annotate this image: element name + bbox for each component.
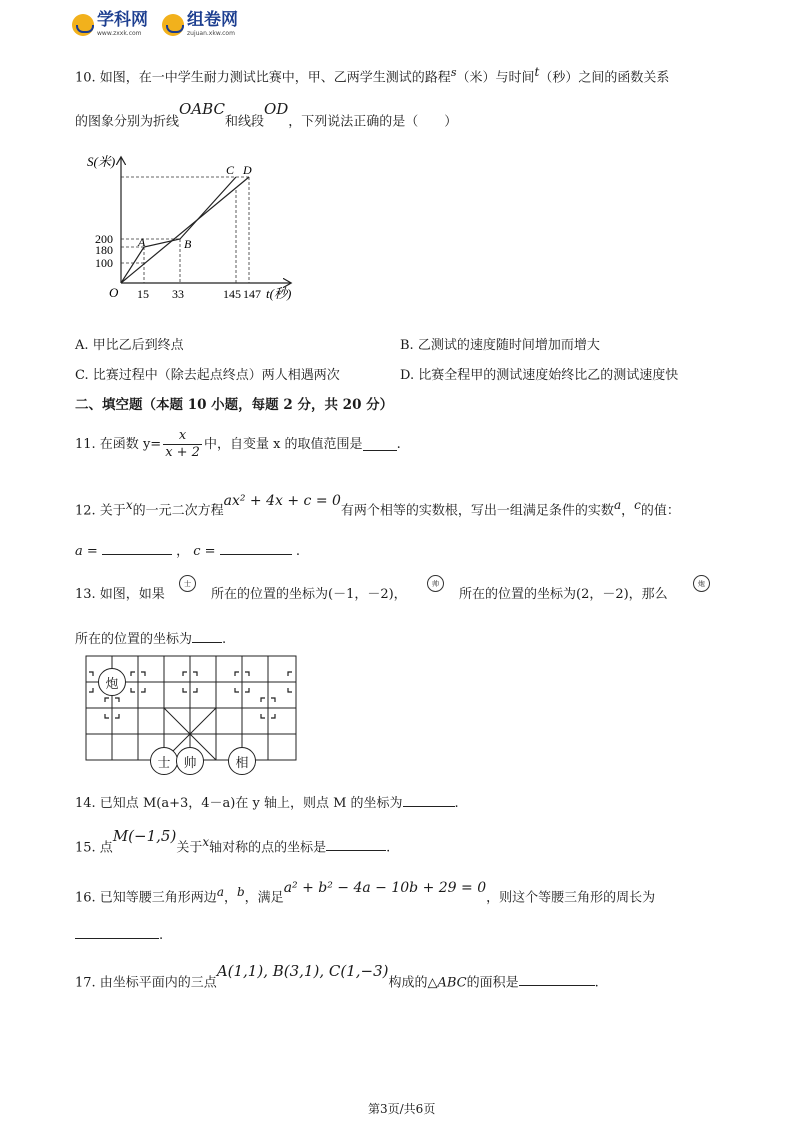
q10-graph bbox=[80, 150, 310, 310]
q16-line2: . bbox=[75, 926, 163, 942]
piece-shi-icon: 士 bbox=[179, 575, 196, 592]
y-tick: 100 bbox=[95, 256, 113, 270]
q10-option-c: C. 比赛过程中（除去起点终点）两人相遇两次 bbox=[75, 368, 340, 383]
q17: 17. 由坐标平面内的三点$^{A(1,1), B(3,1), C(1,-3)}$构成的△ABC的面积是 . bbox=[75, 962, 599, 991]
logo-name: 学科网 bbox=[97, 10, 148, 30]
q13-line2: 所在的位置的坐标为 . bbox=[75, 632, 227, 647]
smile-logo-icon bbox=[162, 14, 184, 36]
graph-origin: O bbox=[109, 285, 119, 300]
q10-line2: 的图象分别为折线$^{OABC}$和线段$^{OD}$，下列说法正确的是（ ） bbox=[75, 100, 458, 130]
q13-line1-mid: 所在的位置的坐标为(－1，－2)， bbox=[211, 587, 407, 602]
q10-option-b: B. 乙测试的速度随时间增加而增大 bbox=[400, 338, 600, 353]
q15: 15. 点$^{M(-1,5)}$关于$^x$轴对称的点的坐标是 . bbox=[75, 827, 391, 856]
q13-line1: 13. 如图，如果 bbox=[75, 587, 165, 602]
segment-od bbox=[121, 177, 249, 283]
zxxk-logo bbox=[72, 12, 148, 37]
q12-line1: 12. 关于$^x$的一元二次方程$^{ax^2 + 4x + c = 0}$有两个相等的实数根，写出一组满足条件的实数$^a$，$^c$的值： bbox=[75, 493, 680, 519]
graph-xlabel: t(秒) bbox=[266, 286, 292, 301]
point-label-b: B bbox=[184, 237, 192, 251]
logo-url: www.zxxk.com bbox=[97, 30, 142, 37]
board-piece-pao: 炮 bbox=[98, 668, 126, 696]
answer-blank[interactable] bbox=[75, 926, 159, 939]
answer-blank[interactable] bbox=[403, 794, 455, 807]
header-logos bbox=[72, 12, 238, 46]
graph-ylabel: S(米) bbox=[87, 154, 116, 169]
q11: 11. 在函数 y= $\frac{x}{x + 2}$ 中，自变量 x 的取值范围是 . bbox=[75, 427, 401, 460]
answer-blank-a[interactable] bbox=[102, 542, 172, 555]
x-tick: 15 bbox=[137, 287, 149, 301]
page-number: 第3页/共6页 bbox=[368, 1102, 436, 1116]
point-label-a: A bbox=[138, 235, 146, 249]
q10-line1: 10. 如图，在一中学生耐力测试比赛中，甲、乙两学生测试的路程$^s$（米）与时间$^t$（秒）之间的函数关系 bbox=[75, 65, 670, 86]
point-label-d: D bbox=[243, 163, 252, 177]
x-tick: 145 bbox=[223, 287, 241, 301]
q16-line1: 16. 已知等腰三角形两边$^a$，$^b$，满足$^{a^2 + b^2 - 4a - 10b + 29 = 0}$，则这个等腰三角形的周长为 bbox=[75, 880, 656, 906]
y-tick: 180 bbox=[95, 243, 113, 257]
q10-option-a: A. 甲比乙后到终点 bbox=[75, 338, 184, 353]
logo-name: 组卷网 bbox=[187, 10, 238, 30]
zujuan-logo bbox=[162, 12, 238, 37]
q13-line1-end: 所在的位置的坐标为(2，－2)，那么 bbox=[459, 587, 668, 602]
piece-shuai-icon: 帅 bbox=[427, 575, 444, 592]
piece-pao-icon: 炮 bbox=[693, 575, 710, 592]
board-piece-xiang: 相 bbox=[228, 747, 256, 775]
board-piece-shi: 士 bbox=[150, 747, 178, 775]
point-label-c: C bbox=[226, 163, 235, 177]
y-tick: 200 bbox=[95, 232, 113, 246]
answer-blank-c[interactable] bbox=[220, 542, 292, 555]
polyline-oabc bbox=[121, 177, 236, 283]
answer-blank[interactable] bbox=[192, 630, 222, 643]
answer-blank[interactable] bbox=[363, 438, 397, 451]
x-tick: 147 bbox=[243, 287, 261, 301]
q10-option-d: D. 比赛全程甲的测试速度始终比乙的测试速度快 bbox=[400, 368, 679, 383]
answer-blank[interactable] bbox=[326, 838, 386, 851]
q12-line2: a = ， c = . bbox=[75, 544, 300, 559]
board-piece-shuai: 帅 bbox=[176, 747, 204, 775]
logo-url: zujuan.xkw.com bbox=[187, 30, 235, 37]
q11-fraction: $\frac{x}{x + 2}$ bbox=[165, 427, 200, 460]
q14: 14. 已知点 M(a+3，4－a)在 y 轴上，则点 M 的坐标为 . bbox=[75, 796, 459, 811]
smile-logo-icon bbox=[72, 14, 94, 36]
answer-blank[interactable] bbox=[519, 973, 595, 986]
x-tick: 33 bbox=[172, 287, 184, 301]
section-title: 二、填空题（本题 10 小题，每题 2 分，共 20 分） bbox=[75, 397, 394, 413]
